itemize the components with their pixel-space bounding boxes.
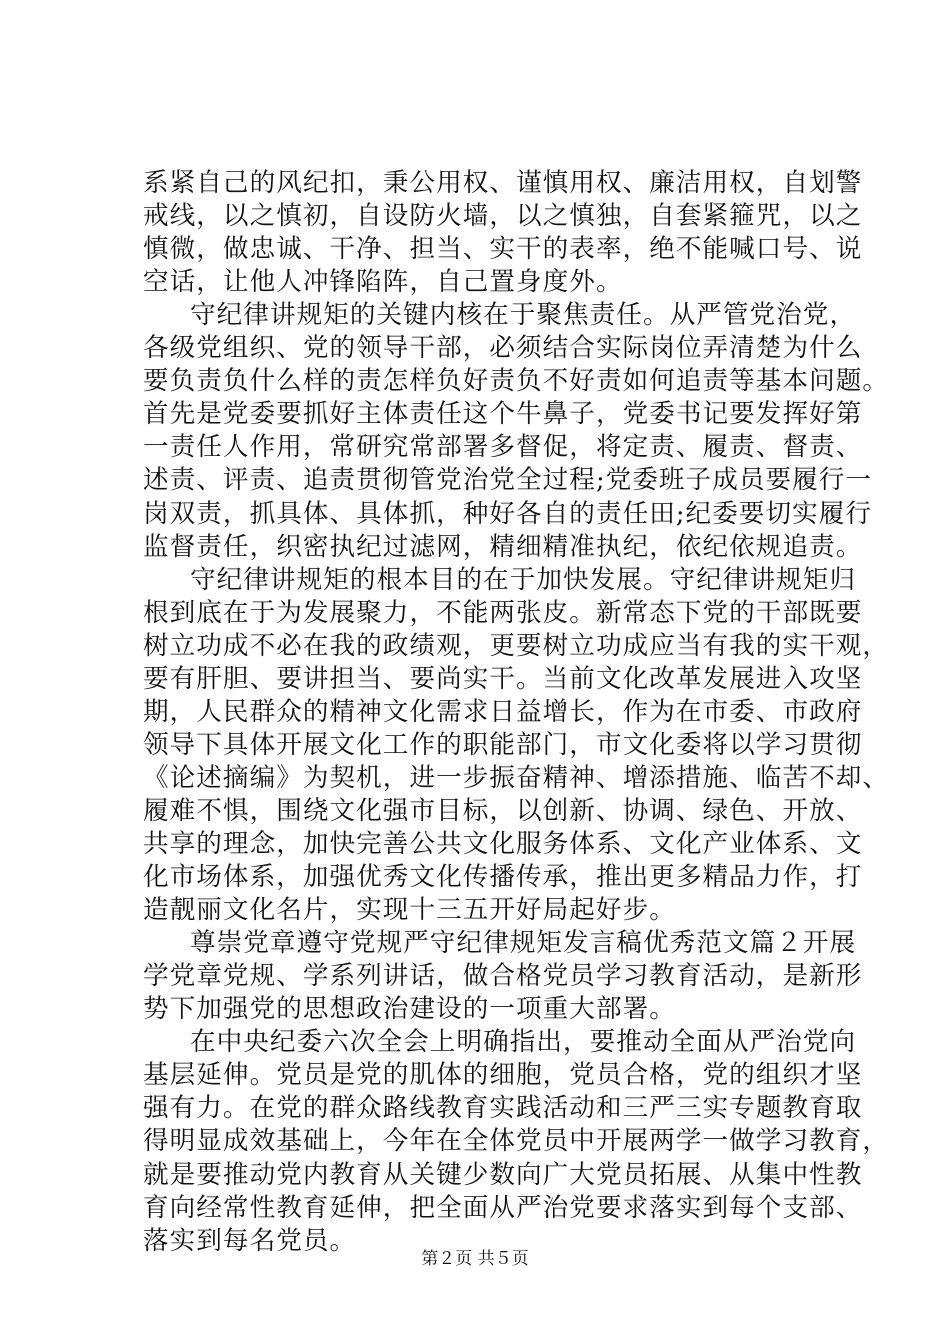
- text-line: 履难不惧，围绕文化强市目标，以创新、协调、绿色、开放、: [143, 795, 863, 826]
- text-line: 要负责负什么样的责怎样负好责负不好责如何追责等基本问题。: [143, 366, 890, 397]
- text-line: 《论述摘编》为契机，进一步振奋精神、增添措施、临苦不却、: [143, 762, 890, 793]
- text-line: 化市场体系，加强优秀文化传播传承，推出更多精品力作，打: [143, 862, 863, 892]
- text-line: 期，人民群众的精神文化需求日益增长，作为在市委、市政府: [143, 696, 863, 727]
- text-line: 慎微，做忠诚、干净、担当、实干的表率，绝不能喊口号、说: [143, 234, 863, 265]
- text-line: 各级党组织、党的领导干部，必须结合实际岗位弄清楚为什么: [143, 333, 863, 364]
- text-line: 就是要推动党内教育从关键少数向广大党员拓展、从集中性教: [143, 1159, 863, 1190]
- text-line: 要有肝胆、要讲担当、要尚实干。当前文化改革发展进入攻坚: [143, 663, 863, 694]
- text-line: 势下加强党的思想政治建设的一项重大部署。: [143, 994, 676, 1025]
- text-line: 首先是党委要抓好主体责任这个牛鼻子，党委书记要发挥好第: [143, 399, 863, 430]
- text-line: 尊崇党章遵守党规严守纪律规矩发言稿优秀范文篇２开展: [190, 928, 857, 959]
- text-line: 系紧自己的风纪扣，秉公用权、谨慎用权、廉洁用权，自划警: [143, 168, 863, 198]
- text-line: 落实到每名党员。: [143, 1225, 357, 1256]
- text-line: 守纪律讲规矩的根本目的在于加快发展。守纪律讲规矩归: [190, 564, 857, 595]
- text-line: 戒线，以之慎初，自设防火墙，以之慎独，自套紧箍咒，以之: [143, 201, 863, 232]
- text-line: 守纪律讲规矩的关键内核在于聚焦责任。从严管党治党，: [190, 300, 857, 331]
- text-line: 一责任人作用，常研究常部署多督促，将定责、履责、督责、: [143, 432, 863, 463]
- text-line: 监督责任，织密执纪过滤网，精细精准执纪，依纪依规追责。: [143, 531, 863, 562]
- text-line: 领导下具体开展文化工作的职能部门，市文化委将以学习贯彻: [143, 729, 863, 760]
- text-line: 共享的理念，加快完善公共文化服务体系、文化产业体系、文: [143, 829, 863, 859]
- text-line: 育向经常性教育延伸，把全面从严治党要求落实到每个支部、: [143, 1192, 863, 1223]
- text-line: 根到底在于为发展聚力，不能两张皮。新常态下党的干部既要: [143, 597, 863, 628]
- page-footer: 第２页 共５页: [421, 1249, 529, 1269]
- text-line: 在中央纪委六次全会上明确指出，要推动全面从严治党向: [190, 1027, 857, 1058]
- text-line: 岗双责，抓具体、具体抓，种好各自的责任田;纪委要切实履行: [143, 498, 873, 529]
- text-line: 述责、评责、追责贯彻管党治党全过程;党委班子成员要履行一: [143, 465, 873, 496]
- text-line: 造靓丽文化名片，实现十三五开好局起好步。: [143, 895, 676, 926]
- text-line: 学党章党规、学系列讲话，做合格党员学习教育活动，是新形: [143, 961, 863, 992]
- text-line: 强有力。在党的群众路线教育实践活动和三严三实专题教育取: [143, 1093, 863, 1124]
- text-line: 得明显成效基础上，今年在全体党员中开展两学一做学习教育，: [143, 1126, 890, 1157]
- text-line: 基层延伸。党员是党的肌体的细胞，党员合格，党的组织才坚: [143, 1060, 863, 1091]
- text-line: 空话，让他人冲锋陷阵，自己置身度外。: [143, 267, 623, 298]
- text-line: 树立功成不必在我的政绩观，更要树立功成应当有我的实干观，: [143, 630, 890, 661]
